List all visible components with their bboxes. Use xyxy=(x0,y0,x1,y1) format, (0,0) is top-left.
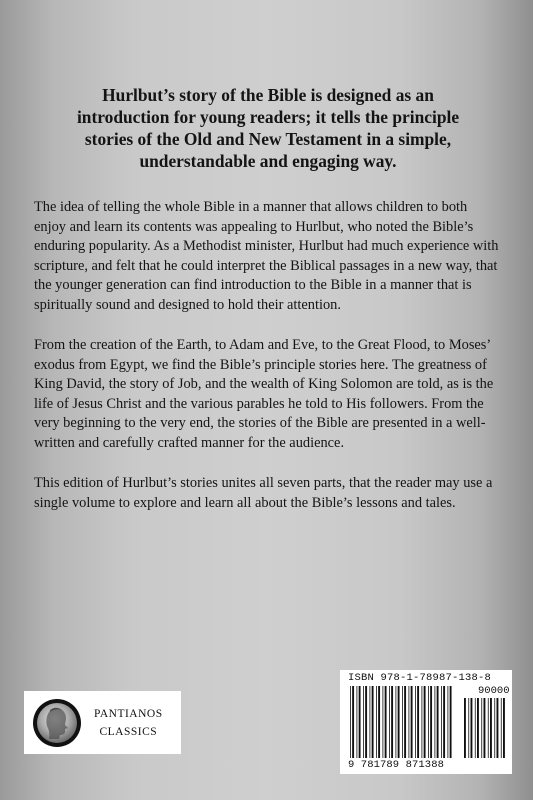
publisher-logo xyxy=(24,691,181,754)
description-text xyxy=(34,198,502,534)
description-paragraph-1: The idea of telling the whole Bible in a manner that allows children to both enjoy and learn its contents was appealing to Hurlbut, who noted the Bible’s enduring popularity. As a Methodist minister, Hurlbut had much experience with scripture, and felt that he could interpret the Biblical passages in a new way, that the younger generation can find introduction to the Bible in a manner that is spiritually sound and designed to hold their attention. xyxy=(34,199,499,313)
isbn-barcode xyxy=(340,670,512,774)
isbn-label: ISBN 978-1-78987-138-8 xyxy=(348,672,492,684)
ean-digits: 9 781789 871388 xyxy=(348,759,445,771)
publisher-name-line2: CLASSICS xyxy=(99,725,158,738)
coin-profile-medallion-icon xyxy=(32,698,82,748)
cover-blurb: Hurlbut’s story of the Bible is designed as an introduction for young readers; it tells the principle stories of the Old and New Testament in a simple, understandable and engaging way. xyxy=(76,85,460,171)
description-paragraph-3: This edition of Hurlbut’s stories unites all seven parts, that the reader may use a single volume to explore and learn all about the Bible’s lessons and tales. xyxy=(34,475,493,511)
publisher-name xyxy=(94,705,163,741)
price-code: 90000 xyxy=(478,685,510,697)
description-paragraph-2: From the creation of the Earth, to Adam and Eve, to the Great Flood, to Moses’ exodus from Egypt, we find the Bible’s principle stories here. The greatness of King David, the story of Job, and the wealth of King Solomon are told, as is the life of Jesus Christ and the various parables he told to His followers. From the very beginning to the very end, the stories of the Bible are presented in a well-written and carefully crafted manner for the audience. xyxy=(34,337,494,451)
publisher-name-line1: PANTIANOS xyxy=(94,707,163,720)
